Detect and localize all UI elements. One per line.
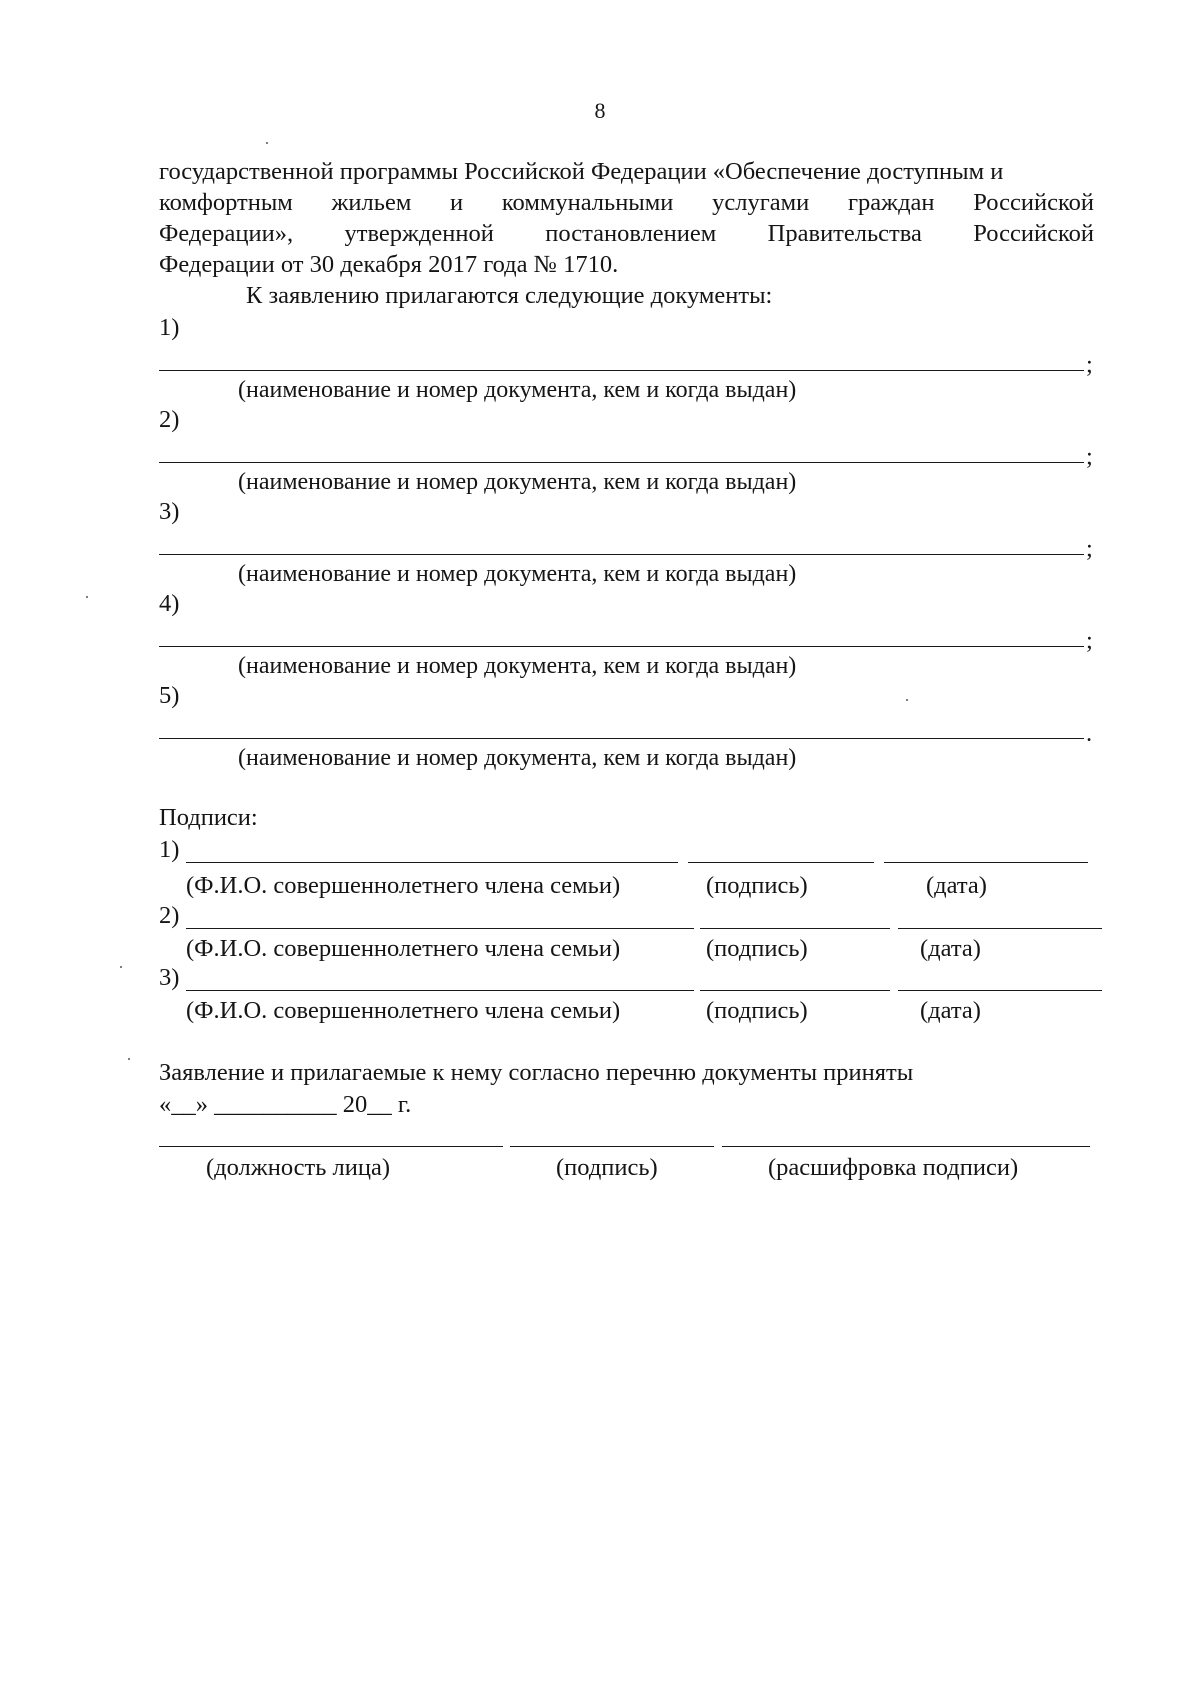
- signature-sign-field-1[interactable]: [688, 862, 874, 863]
- acceptance-signature-field[interactable]: [510, 1146, 714, 1147]
- page-number: 8: [594, 98, 606, 123]
- signature-name-caption-3: (Ф.И.О. совершеннолетнего члена семьи): [186, 997, 621, 1024]
- attachments-heading: К заявлению прилагаются следующие документы:: [246, 282, 773, 309]
- signature-sign-caption-2: (подпись): [706, 935, 808, 962]
- document-field-3[interactable]: [159, 554, 1084, 555]
- acceptance-position-caption: (должность лица): [206, 1154, 391, 1181]
- signature-name-caption-2: (Ф.И.О. совершеннолетнего члена семьи): [186, 935, 621, 962]
- signature-sign-field-2[interactable]: [700, 928, 890, 929]
- signature-name-field-3[interactable]: [186, 990, 694, 991]
- document-caption-1: (наименование и номер документа, кем и когда выдан): [238, 377, 797, 403]
- acceptance-position-field[interactable]: [159, 1146, 503, 1147]
- document-caption-3: (наименование и номер документа, кем и когда выдан): [238, 561, 797, 587]
- signature-sign-caption-3: (подпись): [706, 997, 808, 1024]
- document-field-4[interactable]: [159, 646, 1084, 647]
- document-caption-5: (наименование и номер документа, кем и когда выдан): [238, 745, 797, 771]
- document-end-mark-1: ;: [1086, 351, 1093, 378]
- signature-date-field-2[interactable]: [898, 928, 1102, 929]
- document-number-2: 2): [159, 406, 180, 433]
- signature-date-caption-1: (дата): [926, 872, 987, 899]
- document-end-mark-3: ;: [1086, 535, 1093, 562]
- signatures-heading: Подписи:: [159, 804, 258, 831]
- document-number-1: 1): [159, 314, 180, 341]
- document-end-mark-2: ;: [1086, 443, 1093, 470]
- acceptance-signature-caption: (подпись): [556, 1154, 658, 1181]
- acceptance-text: Заявление и прилагаемые к нему согласно перечню документы приняты: [159, 1059, 914, 1086]
- document-field-2[interactable]: [159, 462, 1084, 463]
- scan-speck: [906, 699, 908, 701]
- signature-row-number-3: 3): [159, 964, 180, 991]
- document-end-mark-5: .: [1086, 720, 1093, 747]
- scan-speck: [86, 596, 88, 598]
- document-field-5[interactable]: [159, 738, 1084, 739]
- document-field-1[interactable]: [159, 370, 1084, 371]
- scan-speck: [120, 966, 122, 968]
- signature-sign-field-3[interactable]: [700, 990, 890, 991]
- document-end-mark-4: ;: [1086, 627, 1093, 654]
- signature-name-caption-1: (Ф.И.О. совершеннолетнего члена семьи): [186, 872, 621, 899]
- document-number-5: 5): [159, 682, 180, 709]
- signature-date-field-3[interactable]: [898, 990, 1102, 991]
- signature-date-caption-2: (дата): [920, 935, 981, 962]
- signature-row-number-1: 1): [159, 836, 180, 863]
- signature-name-field-1[interactable]: [186, 862, 678, 863]
- acceptance-decoding-caption: (расшифровка подписи): [768, 1154, 1019, 1181]
- intro-line-2: комфортным жильем и коммунальными услугами граждан Российской: [159, 189, 1094, 216]
- intro-line-4: Федерации от 30 декабря 2017 года № 1710.: [159, 251, 619, 278]
- signature-name-field-2[interactable]: [186, 928, 694, 929]
- document-caption-2: (наименование и номер документа, кем и когда выдан): [238, 469, 797, 495]
- document-caption-4: (наименование и номер документа, кем и когда выдан): [238, 653, 797, 679]
- document-number-4: 4): [159, 590, 180, 617]
- acceptance-date-line: «__» __________ 20__ г.: [159, 1091, 412, 1118]
- document-number-3: 3): [159, 498, 180, 525]
- acceptance-decoding-field[interactable]: [722, 1146, 1090, 1147]
- signature-date-caption-3: (дата): [920, 997, 981, 1024]
- scan-speck: [128, 1058, 130, 1060]
- intro-line-1: государственной программы Российской Федерации «Обеспечение доступным и: [159, 158, 1004, 185]
- scan-speck: [266, 142, 268, 144]
- signature-row-number-2: 2): [159, 902, 180, 929]
- intro-line-3: Федерации», утвержденной постановлением Правительства Российской: [159, 220, 1094, 247]
- signature-date-field-1[interactable]: [884, 862, 1088, 863]
- signature-sign-caption-1: (подпись): [706, 872, 808, 899]
